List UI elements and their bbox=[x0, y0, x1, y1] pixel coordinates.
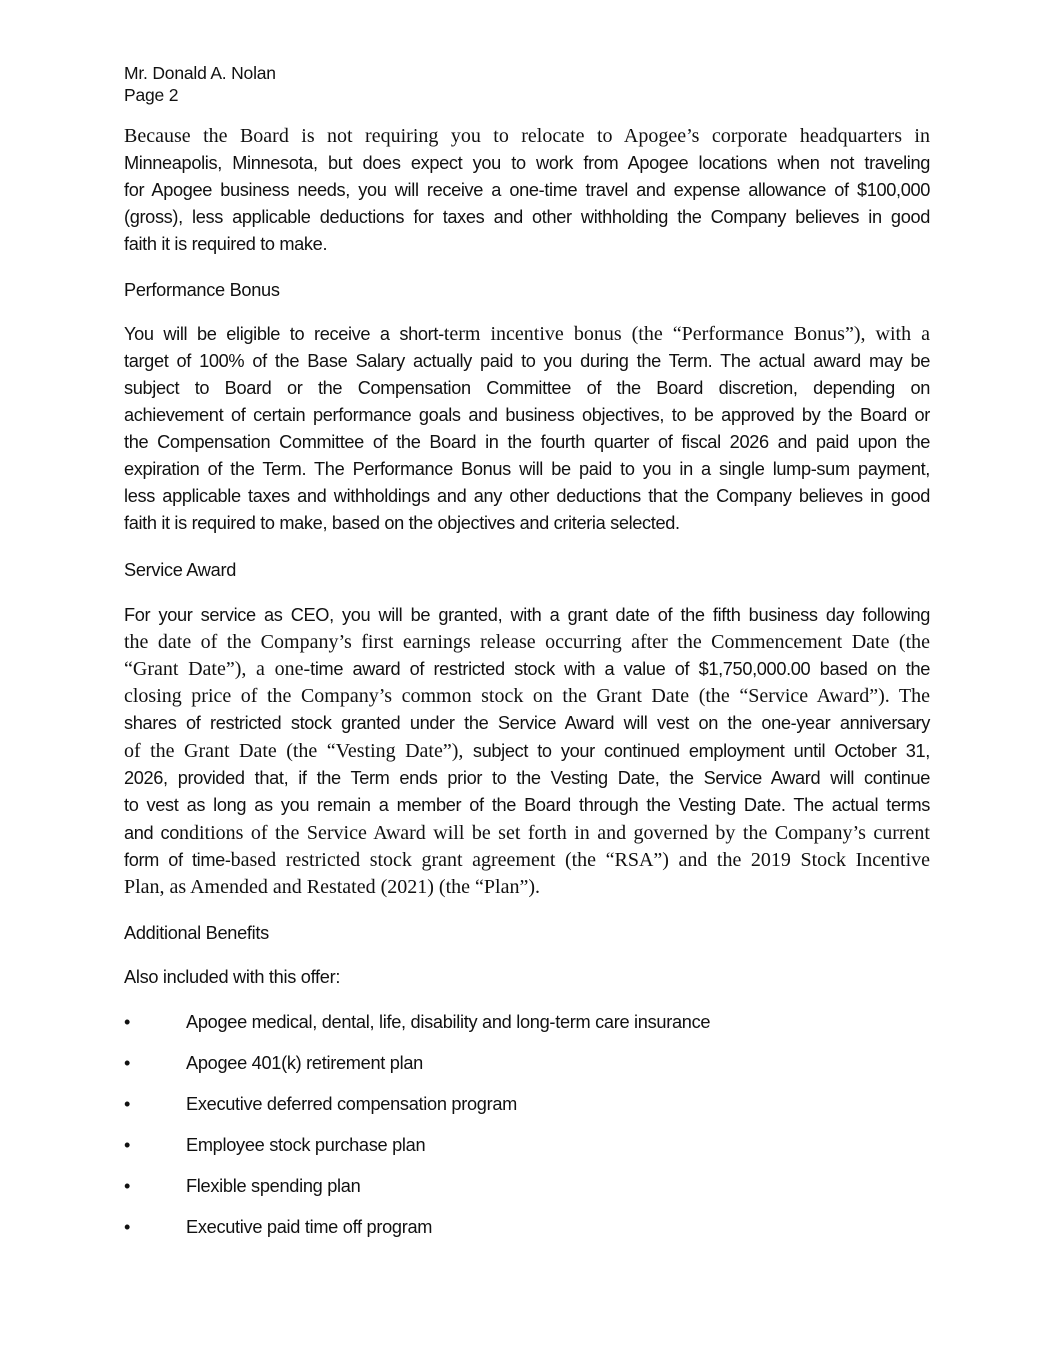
paragraph-line bbox=[124, 150, 930, 177]
text-run: of the Grant Date (the “Vesting Date”), bbox=[124, 740, 473, 762]
benefits-intro: Also included with this offer: bbox=[124, 967, 341, 987]
paragraph-line bbox=[124, 348, 930, 375]
text-run: achievement of certain performance goals and business objectives, to be approved by the Board or bbox=[124, 405, 930, 425]
paragraph-line bbox=[124, 710, 930, 737]
paragraph-line bbox=[124, 656, 930, 683]
paragraph-line bbox=[124, 375, 930, 402]
paragraph-line bbox=[124, 483, 930, 510]
paragraph-line bbox=[124, 792, 930, 819]
text-run: Plan, as Amended and Restated (2021) (the “Plan”). bbox=[124, 876, 540, 898]
text-run: faith it is required to make. bbox=[124, 234, 328, 254]
text-run: subject to Board or the Compensation Committee of the Board discretion, depending on bbox=[124, 378, 930, 398]
paragraph-line bbox=[124, 204, 930, 231]
text-run: time award of restricted stock with a value of $1,750,000.00 based on the bbox=[310, 659, 930, 679]
bullet-icon: • bbox=[124, 1217, 131, 1237]
text-run: and co bbox=[124, 823, 179, 843]
text-run: subject to your continued employment until October 31, bbox=[472, 741, 930, 761]
bullet-icon: • bbox=[124, 1135, 131, 1155]
text-run: form of time- bbox=[124, 850, 231, 870]
text-run: the date of the Company’s first earnings release occurring after the Commencement Date (the bbox=[124, 631, 930, 653]
section-heading-performance-bonus: Performance Bonus bbox=[124, 280, 280, 300]
text-run: nditions of the Service Award will be set forth in and governed by the Company’s current bbox=[178, 822, 930, 844]
paragraph-line bbox=[124, 683, 930, 710]
text-run: “Grant Date”), a one- bbox=[124, 658, 311, 680]
text-run: based restricted stock grant agreement (the “RSA”) and the 2019 Stock Incentive bbox=[230, 849, 931, 871]
paragraph-line bbox=[124, 510, 930, 537]
paragraph-line bbox=[124, 874, 930, 901]
recipient-name: Mr. Donald A. Nolan bbox=[124, 63, 276, 83]
text-run: faith it is required to make, based on the objectives and criteria selected. bbox=[124, 513, 680, 533]
bullet-icon: • bbox=[124, 1053, 131, 1073]
section-heading-additional-benefits: Additional Benefits bbox=[124, 923, 269, 943]
bullet-icon: • bbox=[124, 1094, 131, 1114]
page-number: Page 2 bbox=[124, 85, 179, 105]
list-item-text: Executive deferred compensation program bbox=[186, 1094, 518, 1114]
paragraph-line bbox=[124, 177, 930, 204]
paragraph-line bbox=[124, 602, 930, 629]
text-run: For your service as CEO, you will be granted, with a grant date of the fifth business day following bbox=[124, 605, 930, 625]
text-run: You will be eligible to receive a short- bbox=[124, 324, 444, 344]
page-header bbox=[124, 62, 276, 106]
paragraph-line bbox=[124, 231, 930, 258]
paragraph-line bbox=[124, 123, 930, 150]
paragraph-line bbox=[124, 429, 930, 456]
text-run: term incentive bonus (the “Performance Bonus”), with a bbox=[443, 323, 931, 345]
text-run: expiration of the Term. The Performance Bonus will be paid to you in a single lump-sum payment, bbox=[124, 459, 930, 479]
bullet-icon: • bbox=[124, 1176, 131, 1196]
text-run: for Apogee business needs, you will receive a one-time travel and expense allowance of $100,000 bbox=[124, 180, 930, 200]
text-run: less applicable taxes and withholdings and any other deductions that the Company believes in good bbox=[124, 486, 930, 506]
section-heading-service-award: Service Award bbox=[124, 560, 237, 580]
paragraph-line bbox=[124, 765, 930, 792]
text-run: shares of restricted stock granted under the Service Award will vest on the one-year anniversary bbox=[124, 713, 930, 733]
paragraph-line bbox=[124, 321, 930, 348]
text-run: the Compensation Committee of the Board in the fourth quarter of fiscal 2026 and paid upon the bbox=[124, 432, 930, 452]
text-run: (gross), less applicable deductions for taxes and other withholding the Company believes in good bbox=[124, 207, 930, 227]
list-item-text: Flexible spending plan bbox=[186, 1176, 361, 1196]
paragraph-line bbox=[124, 820, 930, 847]
paragraph-line bbox=[124, 456, 930, 483]
list-item-text: Employee stock purchase plan bbox=[186, 1135, 426, 1155]
list-item-text: Apogee medical, dental, life, disability and long-term care insurance bbox=[186, 1012, 711, 1032]
text-run: 2026, provided that, if the Term ends prior to the Vesting Date, the Service Award will continue bbox=[124, 768, 930, 788]
text-run: to vest as long as you remain a member of the Board through the Vesting Date. The actual terms bbox=[124, 795, 930, 815]
list-item-text: Executive paid time off program bbox=[186, 1217, 433, 1237]
text-run: Minneapolis, Minnesota, but does expect you to work from Apogee locations when not traveling bbox=[124, 153, 930, 173]
text-run: target of 100% of the Base Salary actually paid to you during the Term. The actual award may be bbox=[124, 351, 930, 371]
paragraph-line bbox=[124, 629, 930, 656]
text-run: Because the Board is not requiring you to relocate to Apogee’s corporate headquarters in bbox=[124, 125, 930, 147]
paragraph-line bbox=[124, 402, 930, 429]
bullet-icon: • bbox=[124, 1012, 131, 1032]
paragraph-line bbox=[124, 847, 930, 874]
text-run: closing price of the Company’s common stock on the Grant Date (the “Service Award”). The bbox=[124, 685, 930, 707]
list-item-text: Apogee 401(k) retirement plan bbox=[186, 1053, 423, 1073]
paragraph-line bbox=[124, 738, 930, 765]
